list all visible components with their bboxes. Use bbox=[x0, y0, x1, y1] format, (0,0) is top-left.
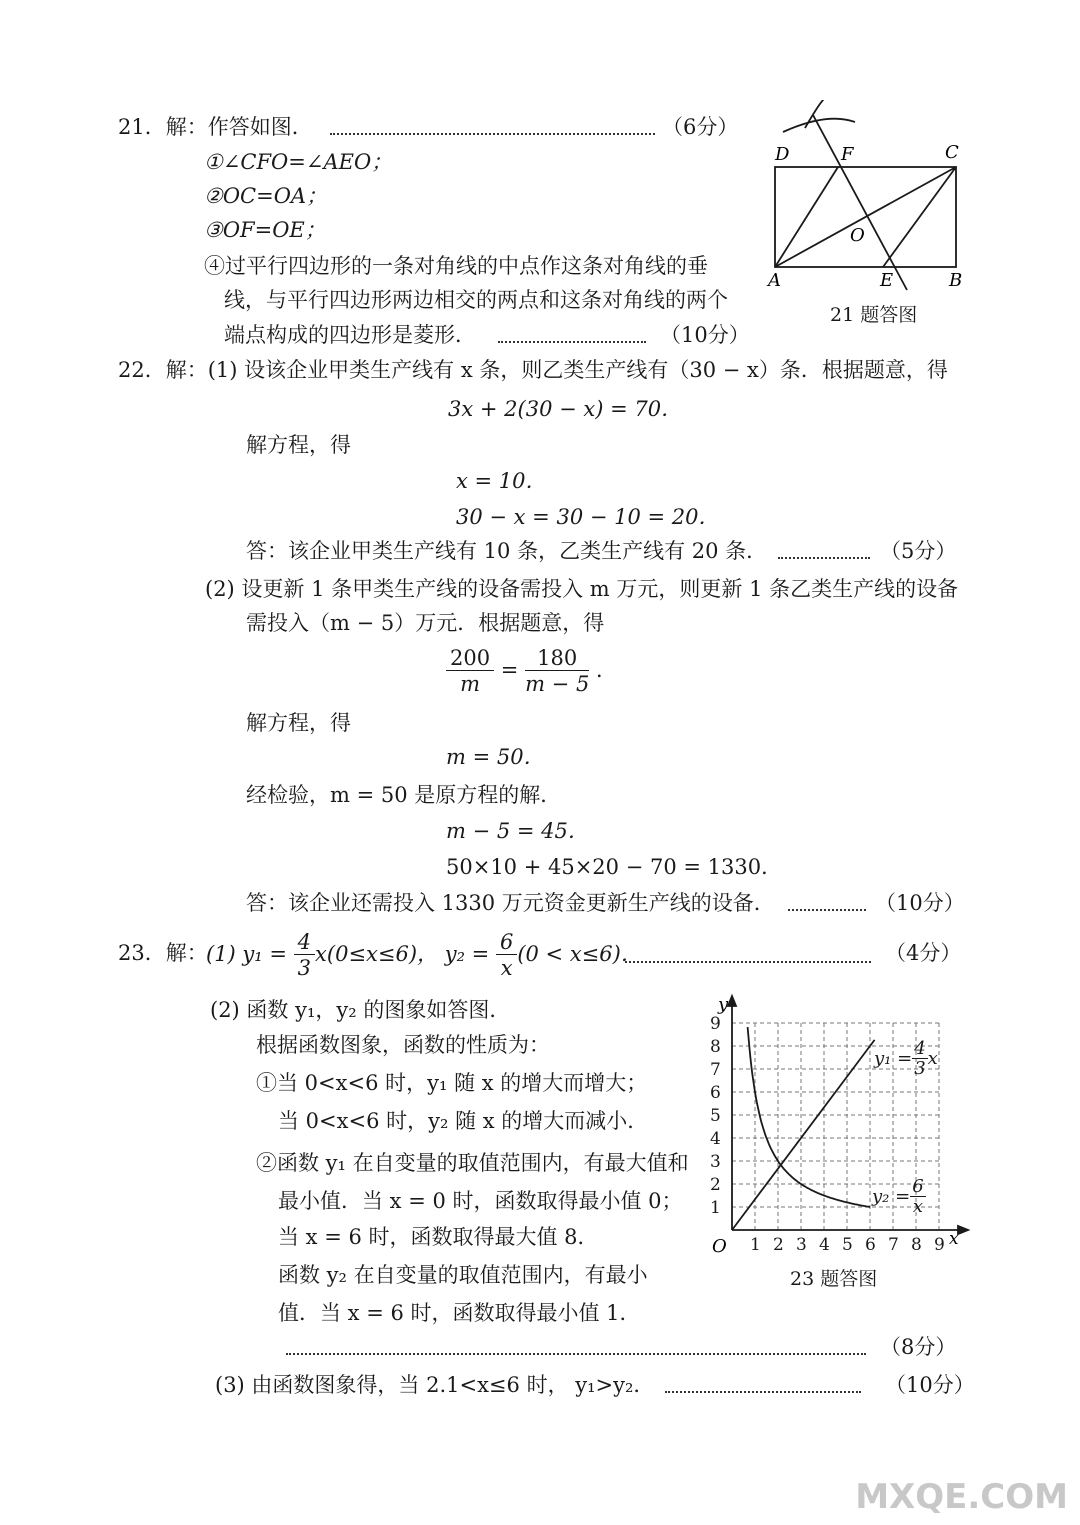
q23-score-1: （4分） bbox=[885, 941, 962, 965]
y-tick-label: 6 bbox=[710, 1083, 721, 1103]
period: ． bbox=[596, 658, 617, 682]
q23-part2-line-4: 当 0<x<6 时，y₂ 随 x 的增大而减小． bbox=[278, 1109, 649, 1133]
diagonal-ac bbox=[775, 167, 956, 267]
y2-curve bbox=[748, 1027, 870, 1207]
segment-af bbox=[775, 167, 838, 267]
y-tick-label: 4 bbox=[710, 1129, 721, 1149]
fraction-four-thirds bbox=[912, 1037, 927, 1079]
numerator: 6 bbox=[496, 930, 517, 955]
q23-part2-line-7: 当 x = 6 时，函数取得最大值 8． bbox=[278, 1225, 599, 1249]
q22-equation-1: 3x + 2(30 − x) = 70． bbox=[448, 397, 683, 421]
q22-part2-line-1: (2) 设更新 1 条甲类生产线的设备需投入 m 万元，则更新 1 条乙类生产线的设备 bbox=[205, 577, 959, 601]
y1-line bbox=[732, 1040, 875, 1230]
q22-fraction-equation bbox=[446, 646, 617, 697]
point-label-b: B bbox=[949, 270, 963, 291]
q21-item-1: ①∠CFO=∠AEO； bbox=[204, 150, 393, 174]
fraction-left bbox=[446, 646, 494, 697]
numerator: 6 bbox=[912, 1175, 924, 1197]
y-tick-label: 2 bbox=[710, 1175, 721, 1195]
equals-sign: = bbox=[500, 658, 519, 682]
denominator: m bbox=[460, 672, 480, 696]
q23-part2-line-5: ②函数 y₁ 在自变量的取值范围内，有最大值和 bbox=[256, 1151, 689, 1175]
x-tick-label: 4 bbox=[819, 1235, 830, 1255]
numerator: 180 bbox=[525, 646, 589, 671]
point-label-a: A bbox=[768, 270, 781, 291]
part1-text: x(0≤x≤6)， y₂ = bbox=[315, 942, 490, 966]
x-tick-label: 2 bbox=[773, 1235, 784, 1255]
q23-part2-line-8: 函数 y₂ 在自变量的取值范围内，有最小 bbox=[278, 1263, 648, 1287]
y-tick-label: 5 bbox=[710, 1106, 721, 1126]
point-label-o: O bbox=[850, 225, 865, 246]
q21-item-4-line-3: 端点构成的四边形是菱形． bbox=[224, 323, 476, 347]
q23-figure-caption: 23 题答图 bbox=[790, 1268, 878, 1290]
q23-head: 23．解： bbox=[118, 941, 208, 965]
segment-ec bbox=[883, 167, 956, 267]
q22-solve-1: 解方程，得 bbox=[246, 433, 351, 457]
q23-part2-line-6: 最小值．当 x = 0 时，函数取得最小值 0； bbox=[278, 1189, 683, 1213]
leader-dots bbox=[625, 961, 871, 963]
q21-item-4-line-2: 线，与平行四边形两边相交的两点和这条对角线的两个 bbox=[224, 288, 728, 312]
point-label-c: C bbox=[945, 142, 959, 163]
point-label-d: D bbox=[775, 144, 790, 165]
q21-item-3: ③OF=OE； bbox=[204, 218, 326, 242]
q22-equation-3: 30 − x = 30 − 10 = 20． bbox=[456, 505, 720, 529]
leader-dots bbox=[330, 133, 655, 135]
q22-part2-line-2: 需投入（m − 5）万元．根据题意，得 bbox=[246, 611, 605, 635]
leader-dots bbox=[788, 909, 866, 911]
x-axis-label: x bbox=[949, 1229, 959, 1249]
numerator: 4 bbox=[914, 1037, 926, 1059]
y-tick-label: 1 bbox=[710, 1198, 721, 1218]
x-tick-label: 8 bbox=[911, 1235, 922, 1255]
part1-text: (1) y₁ = bbox=[206, 942, 287, 966]
q23-part2-line-2: 根据函数图象，函数的性质为： bbox=[256, 1033, 550, 1057]
construction-arc bbox=[805, 100, 825, 128]
y1-label-text: y₁ = bbox=[874, 1048, 913, 1069]
x-tick-label: 6 bbox=[865, 1235, 876, 1255]
y-tick-label: 3 bbox=[710, 1152, 721, 1172]
denominator: 3 bbox=[914, 1057, 926, 1079]
denominator: m − 5 bbox=[525, 672, 590, 696]
fraction-six-over-x bbox=[496, 930, 517, 981]
q23-part2-line-3: ①当 0<x<6 时，y₁ 随 x 的增大而增大； bbox=[256, 1071, 648, 1095]
q21-figure bbox=[765, 100, 975, 300]
q23-part1 bbox=[206, 930, 642, 981]
q22-score-1: （5分） bbox=[880, 539, 957, 563]
x-tick-label: 9 bbox=[934, 1235, 945, 1255]
numerator: 4 bbox=[294, 930, 315, 955]
q22-answer-1: 答：该企业甲类生产线有 10 条，乙类生产线有 20 条． bbox=[246, 539, 768, 563]
q22-score-2: （10分） bbox=[875, 891, 965, 915]
leader-dots bbox=[778, 557, 870, 559]
y2-curve-label bbox=[872, 1176, 926, 1218]
x-tick-label: 3 bbox=[796, 1235, 807, 1255]
q22-solve-2: 解方程，得 bbox=[246, 711, 351, 735]
numerator: 200 bbox=[446, 646, 494, 671]
y1-label-variable: x bbox=[927, 1048, 938, 1069]
denominator: x bbox=[500, 956, 513, 980]
leader-dots bbox=[286, 1353, 866, 1355]
fraction-six-over-x bbox=[910, 1175, 925, 1217]
q22-equation-6: 50×10 + 45×20 − 70 = 1330． bbox=[446, 855, 783, 879]
x-axis-arrow-icon bbox=[958, 1226, 968, 1234]
x-tick-label: 5 bbox=[842, 1235, 853, 1255]
fraction-four-thirds bbox=[294, 930, 315, 981]
q23-score-3: （10分） bbox=[885, 1373, 975, 1397]
leader-dots bbox=[665, 1391, 861, 1393]
y-tick-label: 9 bbox=[710, 1014, 721, 1034]
q23-part2-line-9: 值．当 x = 6 时，函数取得最小值 1． bbox=[278, 1301, 641, 1325]
x-tick-label: 1 bbox=[750, 1235, 761, 1255]
y-axis-arrow-icon bbox=[728, 996, 736, 1006]
q21-figure-caption: 21 题答图 bbox=[830, 304, 918, 326]
q22-equation-2: x = 10． bbox=[456, 469, 547, 493]
q21-score-2: （10分） bbox=[660, 323, 750, 347]
q21-item-4-line-1: ④过平行四边形的一条对角线的中点作这条对角线的垂 bbox=[204, 254, 708, 278]
y-axis-label: y bbox=[718, 994, 729, 1015]
y2-label-text: y₂ = bbox=[872, 1186, 911, 1207]
q23-part2-line-1: (2) 函数 y₁，y₂ 的图象如答图． bbox=[210, 998, 511, 1022]
y-tick-label: 7 bbox=[710, 1060, 721, 1080]
point-label-e: E bbox=[880, 270, 894, 291]
part1-text: (0 < x≤6)． bbox=[517, 942, 642, 966]
denominator: 3 bbox=[297, 956, 312, 980]
q21-head: 21．解：作答如图． bbox=[118, 115, 313, 139]
denominator: x bbox=[912, 1195, 923, 1217]
q23-score-2: （8分） bbox=[880, 1335, 957, 1359]
q21-score-1: （6分） bbox=[662, 115, 739, 139]
y1-curve-label bbox=[874, 1038, 938, 1080]
x-tick-label: 7 bbox=[888, 1235, 899, 1255]
q23-graph bbox=[700, 990, 980, 1290]
y-tick-label: 8 bbox=[710, 1037, 721, 1057]
q22-equation-4: m = 50． bbox=[446, 745, 545, 769]
point-label-f: F bbox=[841, 144, 854, 165]
watermark: MXQE.COM bbox=[855, 1477, 1068, 1517]
q22-check: 经检验，m = 50 是原方程的解． bbox=[246, 783, 562, 807]
q22-head: 22．解：(1) 设该企业甲类生产线有 x 条，则乙类生产线有（30 − x）条．根据题意，得 bbox=[118, 358, 948, 382]
fraction-right bbox=[525, 646, 589, 697]
origin-label: O bbox=[712, 1236, 727, 1257]
q22-equation-5: m − 5 = 45． bbox=[446, 819, 589, 843]
q23-part3: (3) 由函数图象得，当 2.1<x≤6 时， y₁>y₂． bbox=[215, 1373, 655, 1397]
q21-item-2: ②OC=OA； bbox=[204, 184, 328, 208]
q22-answer-2: 答：该企业还需投入 1330 万元资金更新生产线的设备． bbox=[246, 891, 775, 915]
leader-dots bbox=[498, 341, 646, 343]
